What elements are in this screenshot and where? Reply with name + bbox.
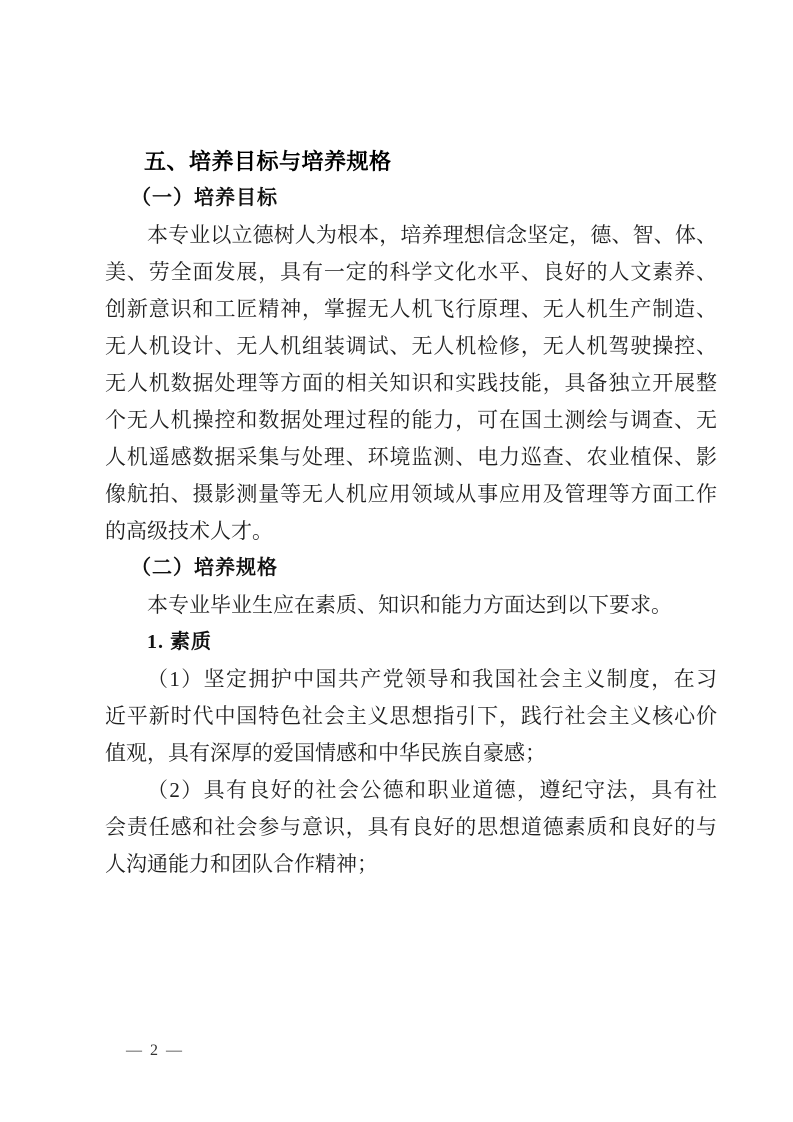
text-line: 本专业毕业生应在素质、知识和能力方面达到以下要求。: [147, 593, 672, 617]
text-line: 的高级技术人才。: [105, 519, 273, 543]
text-line: 人机遥感数据采集与处理、环境监测、电力巡查、农业植保、影: [105, 445, 717, 469]
section-title: 五、培养目标与培养规格: [144, 149, 392, 174]
text-line: 无人机数据处理等方面的相关知识和实践技能，具备独立开展整: [105, 371, 717, 395]
text-line: 像航拍、摄影测量等无人机应用领域从事应用及管理等方面工作: [105, 482, 717, 506]
text-line: （1）坚定拥护中国共产党领导和我国社会主义制度，在习: [147, 667, 717, 691]
paragraph-training-objectives: [105, 217, 717, 550]
paragraph-specifications-intro: [105, 587, 717, 624]
paragraph-quality-point-2: [105, 772, 717, 883]
text-line: 美、劳全面发展，具有一定的科学文化水平、良好的人文素养、: [105, 260, 717, 284]
item-heading-quality: 1. 素质: [147, 631, 212, 653]
text-line: 会责任感和社会参与意识，具有良好的思想道德素质和良好的与: [105, 815, 717, 839]
page-footer: [126, 1041, 184, 1061]
text-line: 人沟通能力和团队合作精神；: [105, 852, 378, 876]
page-content: [105, 143, 717, 883]
text-line: 值观，具有深厚的爱国情感和中华民族自豪感；: [105, 741, 546, 765]
text-line: 创新意识和工匠精神，掌握无人机飞行原理、无人机生产制造、: [105, 297, 717, 321]
text-line: 本专业以立德树人为根本，培养理想信念坚定，德、智、体、: [147, 223, 717, 247]
text-line: 近平新时代中国特色社会主义思想指引下，践行社会主义核心价: [105, 704, 717, 728]
text-line: （2）具有良好的社会公德和职业道德，遵纪守法，具有社: [147, 778, 717, 802]
page-number: — 2 —: [126, 1042, 184, 1059]
text-line: 无人机设计、无人机组装调试、无人机检修，无人机驾驶操控、: [105, 334, 717, 358]
subsection-heading-training-specifications: （二）培养规格: [131, 557, 278, 579]
paragraph-quality-point-1: [105, 661, 717, 772]
text-line: 个无人机操控和数据处理过程的能力，可在国土测绘与调查、无: [105, 408, 717, 432]
subsection-heading-training-objectives: （一）培养目标: [131, 187, 278, 209]
